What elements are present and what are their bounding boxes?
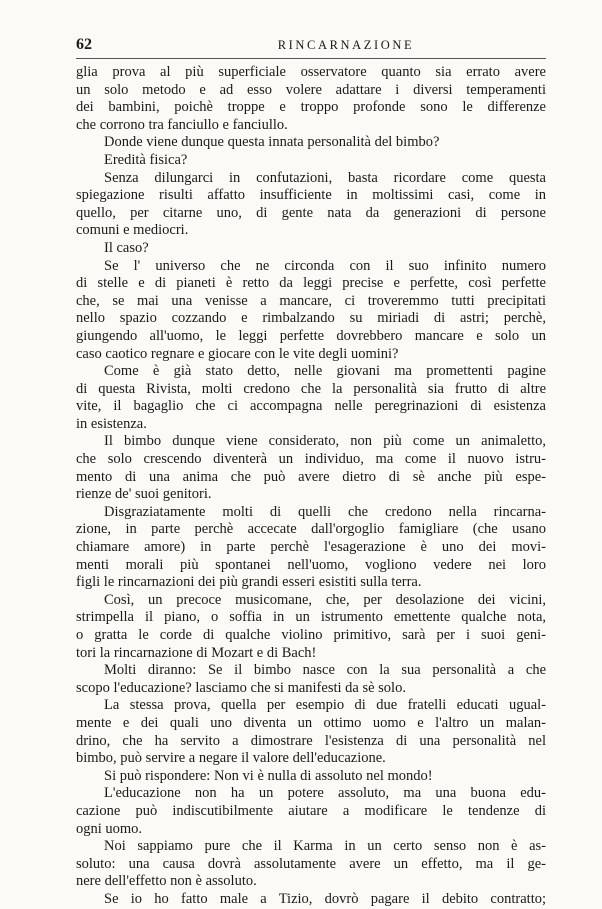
text-line: nere dell'effetto non è assoluto. (76, 873, 257, 890)
text-line: Se io ho fatto male a Tizio, dovrò pagare il debito contratto; (104, 890, 546, 907)
text-line: comuni e mediocri. (76, 222, 189, 239)
text-line: cazione può indiscutibilmente aiutare a modificare le tendenze di (76, 802, 546, 819)
text-line: ogni uomo. (76, 820, 143, 837)
page-number: 62 (76, 36, 92, 53)
text-line: Si può rispondere: Non vi è nulla di assoluto nel mondo! (104, 767, 433, 784)
text-line: Come è già stato detto, nelle giovani ma promettenti pagine (104, 363, 546, 380)
text-line: che, se mai una venisse a mancare, ci troveremmo tutti precipitati (76, 292, 546, 309)
body-text (76, 64, 546, 909)
text-line: rienze de' suoi genitori. (76, 486, 212, 503)
text-line: di stelle e di pianeti è retto da leggi precise e perfette, così perfette (76, 275, 546, 292)
text-line: figli le rincarnazioni dei più grandi esseri esistiti sulla terra. (76, 574, 422, 591)
text-line: zione, in parte perchè accecate dall'orgoglio famigliare (che usano (76, 521, 546, 538)
text-line: mento di una anima che può avere dietro di sè anche più espe- (76, 468, 546, 485)
text-line: Così, un precoce musicomane, che, per desolazione dei vicini, (104, 591, 546, 608)
text-line: dei bambini, poichè troppe e troppo profonde sono le differenze (76, 99, 546, 116)
header-rule (76, 58, 546, 59)
text-line: Disgraziatamente molti di quelli che credono nella rincarna- (104, 503, 546, 520)
text-line: che solo crescendo diventerà un individuo, ma come il nuovo istru- (76, 451, 546, 468)
text-line: Il caso? (104, 239, 149, 256)
text-line: giungendo all'uomo, le leggi perfette dovrebbero mancare e solo un (76, 327, 546, 344)
text-line: Se l' universo che ne circonda con il suo infinito numero (104, 257, 546, 274)
text-line: bimbo, può servire a negare il valore dell'educazione. (76, 750, 386, 767)
text-line: L'educazione non ha un potere assoluto, ma una buona edu- (104, 785, 546, 802)
text-line: caso caotico regnare e giocare con le vite degli uomini? (76, 345, 399, 362)
text-line: in esistenza. (76, 415, 147, 432)
text-line: menti morali più spontanei nell'uomo, vogliono vedere nei loro (76, 556, 546, 573)
running-title: RINCARNAZIONE (277, 38, 415, 52)
text-line: soluto: una causa dovrà assolutamente avere un effetto, ma il ge- (76, 855, 546, 872)
text-line: mente e dei quali uno diventa un ottimo uomo e l'altro un malan- (76, 714, 546, 731)
text-line: Eredità fisica? (104, 151, 188, 168)
page-header (76, 36, 546, 56)
text-line: che corrono tra fanciullo e fanciullo. (76, 116, 288, 133)
text-line: Noi sappiamo pure che il Karma in un certo senso non è as- (104, 838, 546, 855)
text-line: nello spazio cozzando e rimbalzando su miriadi di astri; perchè, (76, 310, 546, 327)
text-line: Il bimbo dunque viene considerato, non più come un animaletto, (104, 433, 546, 450)
text-line: La stessa prova, quella per esempio di due fratelli educati ugual- (104, 697, 546, 714)
text-line: Molti diranno: Se il bimbo nasce con la sua personalità a che (104, 662, 546, 679)
text-line: di questa Rivista, molti credono che la personalità sia frutto di altre (76, 380, 546, 397)
text-line: drino, che ha servito a dimostrare l'esistenza di una personalità nel (76, 732, 546, 749)
text-line: spiegazione risulti affatto insufficiente in moltissimi casi, come in (76, 187, 546, 204)
text-line: Donde viene dunque questa innata personalità del bimbo? (104, 134, 440, 151)
text-line: tori la rincarnazione di Mozart e di Bach! (76, 644, 317, 661)
text-line: vite, il bagaglio che ci accompagna nelle peregrinazioni di esistenza (76, 398, 546, 415)
text-line: scopo l'educazione? lasciamo che si manifesti da sè solo. (76, 679, 406, 696)
text-line: chiamare amore) in parte perchè l'esagerazione è uno dei movi- (76, 539, 546, 556)
text-line: un solo metodo e ad esso volere adattare i diversi temperamenti (76, 81, 546, 98)
text-line: quello, per citarne uno, di gente nata da generazioni di persone (76, 204, 546, 221)
text-line: Senza dilungarci in confutazioni, basta ricordare come questa (104, 169, 546, 186)
text-line: o gratta le corde di qualche violino primitivo, sarà per i suoi geni- (76, 627, 546, 643)
text-line: strimpella il piano, o soffia in un istrumento emettente qualche nota, (76, 609, 546, 626)
text-line: glia prova al più superficiale osservatore quanto sia errato avere (76, 64, 546, 80)
